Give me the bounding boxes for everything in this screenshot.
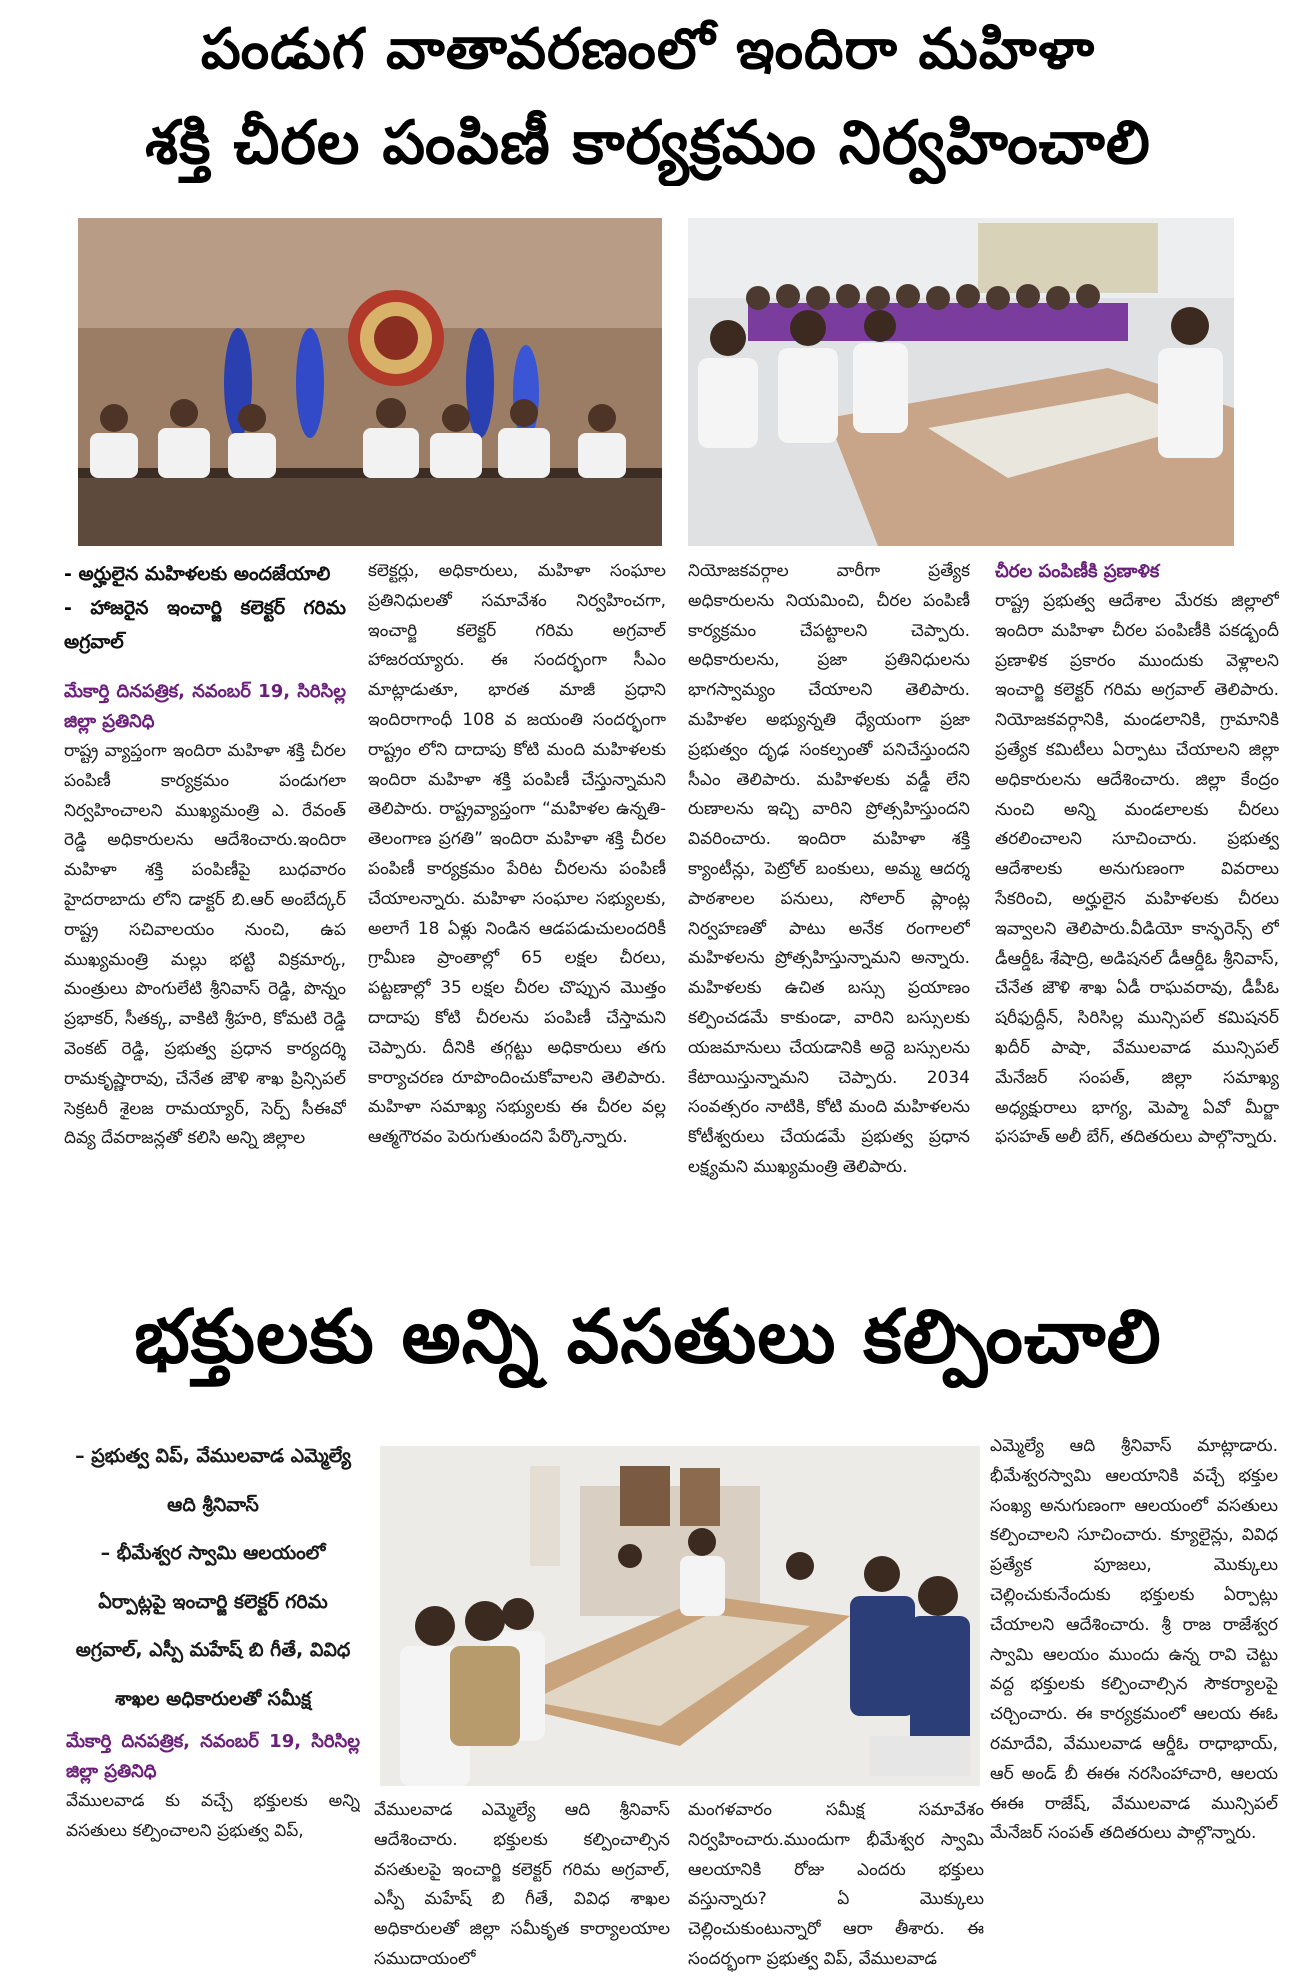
- story2-bullet-1: – ప్రభుత్వ విప్, వేములవాడ ఎమ్మెల్యే ఆది శ్రీనివాస్: [75, 1445, 351, 1516]
- story2-col3-text: మంగళవారం సమీక్ష సమావేశం నిర్వహించారు.ముందుగా భీమేశ్వర స్వామి ఆలయానికి రోజు ఎందరు భక్తులు వస్తున్నారు? ఏ మొక్కులు చెల్లించుకుంటున్నారో ఆరా తీశారు. ఈ సందర్భంగా ప్రభుత్వ విప్, వేములవాడ: [688, 1800, 984, 1969]
- story1-column-4: [995, 557, 1279, 1265]
- story1-column-2: [368, 557, 666, 1265]
- story1-photo-right: [688, 218, 1234, 546]
- story1-col4-text: రాష్ట్ర ప్రభుత్వ ఆదేశాల మేరకు జిల్లాలో ఇందిరా మహిళా చీరల పంపిణీకి పకడ్బందీ ప్రణాళిక ప్రకారం ముందుకు వెళ్లాలని ఇంచార్జి కలెక్టర్ గరిమ అగ్రవాల్ తెలిపారు. నియోజకవర్గానికి, మండలానికి, గ్రామానికి ప్రత్యేక కమిటీలు ఏర్పాటు చేయాలని జిల్లా అధికారులను ఆదేశించారు. జిల్లా కేంద్రం నుంచి అన్ని మండలాలకు చీరలు తరలించాలని సూచించారు. ప్రభుత్వ ఆదేశాలకు అనుగుణంగా వివరాలు సేకరించి, అర్హులైన మహిళలకు చీరలు ఇవ్వాలని తెలిపారు.వీడియో కాన్ఫరెన్స్ లో డీఆర్డీఓ శేషాద్రి, అడిషనల్ డీఆర్డీఓ శ్రీనివాస్, చేనేత జౌళి శాఖ ఏడీ రాఘవరావు, డీపీఓ షరీఫుద్దీన్, సిరిసిల్ల మున్సిపల్ కమిషనర్ ఖదీర్ పాషా, వేములవాడ మున్సిపల్ మేనేజర్ సంపత్, జిల్లా సమాఖ్య అధ్యక్షురాలు భాగ్య, మెప్మా ఏవో మీర్జా ఫసహత్ అలీ బేగ్, తదితరులు పాల్గొన్నారు.: [995, 591, 1279, 1148]
- story1-col3-text: నియోజకవర్గాల వారీగా ప్రత్యేక అధికారులను నియమించి, చీరల పంపిణీ కార్యక్రమం చేపట్టాలని చెప్పారు. అధికారులను, ప్రజా ప్రతినిధులను భాగస్వామ్యం చేయాలని తెలిపారు. మహిళల అభ్యున్నతి ధ్యేయంగా ప్రజా ప్రభుత్వం దృఢ సంకల్పంతో పనిచేస్తుందని సీఎం తెలిపారు. మహిళలకు వడ్డీ లేని రుణాలను ఇచ్చి వారిని ప్రోత్సహిస్తుందని వివరించారు. ఇందిరా మహిళా శక్తి క్యాంటీన్లు, పెట్రోల్ బంకులు, అమ్మ ఆదర్శ పాఠశాలల పనులు, సోలార్ ప్లాంట్ల నిర్వహణతో పాటు అనేక రంగాలలో మహిళలను ప్రోత్సహిస్తున్నామని అన్నారు. మహిళలకు ఉచిత బస్సు ప్రయాణం కల్పించడమే కాకుండా, వారిని బస్సులకు యజమానులు చేయడానికి అద్దె బస్సులను కేటాయిస్తున్నామని చెప్పారు. 2034 సంవత్సరం నాటికి, కోటి మంది మహిళలను కోటీశ్వరులు చేయడమే ప్రభుత్వ ప్రధాన లక్ష్యమని ముఖ్యమంత్రి తెలిపారు.: [688, 561, 970, 1177]
- story2-column-4: [990, 1432, 1278, 1977]
- story2-bullet-2: – భీమేశ్వర స్వామి ఆలయంలో ఏర్పాట్లపై ఇంచార్జి కలెక్టర్ గరిమ అగ్రవాల్, ఎస్పీ మహేష్ బి గీతే, వివిధ శాఖల అధికారులతో సమీక్ష: [75, 1542, 351, 1710]
- story1-column-1: [64, 557, 346, 1265]
- story2-col4-text: ఎమ్మెల్యే ఆది శ్రీనివాస్ మాట్లాడారు. భీమేశ్వరస్వామి ఆలయానికి వచ్చే భక్తుల సంఖ్య అనుగుణంగా ఆలయంలో వసతులు కల్పించాలని సూచించారు. క్యూలైన్లు, వివిధ ప్రత్యేక పూజలు, మొక్కులు చెల్లించుకునేందుకు భక్తులకు ఏర్పాట్లు చేయాలని ఆదేశించారు. శ్రీ రాజ రాజేశ్వర స్వామి ఆలయం ముందు ఉన్న రావి చెట్టు వద్ద భక్తులకు కల్పించాల్సిన సౌకర్యాలపై చర్చించారు. ఈ కార్యక్రమంలో ఆలయ ఈఓ రమాదేవి, వేములవాడ ఆర్డీఓ రాధాభాయ్, ఆర్ అండ్ బీ ఈఈ నరసింహాచారి, ఆలయ ఈఈ రాజేష్, వేములవాడ మున్సిపల్ మేనేజర్ సంపత్ తదితరులు పాల్గొన్నారు.: [990, 1436, 1278, 1844]
- story1-col2-text: కలెక్టర్లు, అధికారులు, మహిళా సంఘాల ప్రతినిధులతో సమావేశం నిర్వహించగా, ఇంచార్జి కలెక్టర్ గరిమ అగ్రవాల్ హాజరయ్యారు. ఈ సందర్భంగా సీఎం మాట్లాడుతూ, భారత మాజీ ప్రధాని ఇందిరాగాంధీ 108 వ జయంతి సందర్భంగా రాష్ట్రం లోని దాదాపు కోటి మంది మహిళలకు ఇందిరా మహిళా శక్తి పంపిణీ చేస్తున్నామని తెలిపారు. రాష్ట్రవ్యాప్తంగా “మహిళల ఉన్నతి-తెలంగాణ ప్రగతి” ఇందిరా మహిళా శక్తి చీరల పంపిణీ కార్యక్రమం పేరిట చీరలను పంపిణీ చేయాలన్నారు. మహిళా సంఘాల సభ్యులకు, అలాగే 18 ఏళ్లు నిండిన ఆడపడుచులందరికీ గ్రామీణ ప్రాంతాల్లో 65 లక్షల చీరలు, పట్టణాల్లో 35 లక్షల చీరల చొప్పున మొత్తం దాదాపు కోటి చీరలను పంపిణీ చేస్తామని చెప్పారు. దీనికి తగ్గట్టు అధికారులు తగు కార్యాచరణ రూపొందించుకోవాలని తెలిపారు. మహిళా సమాఖ్య సభ్యులకు ఈ చీరల వల్ల ఆత్మగౌరవం పెరుగుతుందని పేర్కొన్నారు.: [368, 561, 666, 1148]
- story1-headline-line1: పండుగ వాతావరణంలో ఇందిరా మహిళా: [200, 17, 1096, 82]
- story1-photo-left: [78, 218, 662, 546]
- story2-column-3: [688, 1796, 984, 1976]
- story2-headline: భక్తులకు అన్ని వసతులు కల్పించాలి: [134, 1294, 1162, 1380]
- story1-col4-subhead: చీరల పంపిణీకి ప్రణాళిక: [995, 561, 1160, 582]
- story1-bullet-2: - హాజరైన ఇంచార్జి కలెక్టర్ గరిమ అగ్రవాల్: [64, 597, 346, 653]
- story1-dateline: మేకార్తి దినపత్రిక, నవంబర్ 19, సిరిసిల్ల జిల్లా ప్రతినిధి: [64, 681, 346, 732]
- story2-dateline: మేకార్తి దినపత్రిక, నవంబర్ 19, సిరిసిల్ల జిల్లా ప్రతినిధి: [66, 1731, 360, 1782]
- story2-col2-text: వేములవాడ ఎమ్మెల్యే ఆది శ్రీనివాస్ ఆదేశించారు. భక్తులకు కల్పించాల్సిన వసతులపై ఇంచార్జి కలెక్టర్ గరిమ అగ్రవాల్, ఎస్పీ మహేష్ బి గీతే, వివిధ శాఖల అధికారులతో జిల్లా సమీకృత కార్యాలయాల సముదాయంలో: [374, 1800, 670, 1969]
- story1-column-3: [688, 557, 970, 1265]
- story1-bullet-1: - అర్హులైన మహిళలకు అందజేయాలి: [64, 563, 331, 585]
- story2-photo: [380, 1446, 980, 1786]
- story2-col1-text: వేములవాడ కు వచ్చే భక్తులకు అన్ని వసతులు కల్పించాలని ప్రభుత్వ విప్,: [66, 1791, 360, 1841]
- story2-column-1: [66, 1432, 360, 1977]
- story1-col1-text: రాష్ట్ర వ్యాప్తంగా ఇందిరా మహిళా శక్తి చీరల పంపిణీ కార్యక్రమం పండుగలా నిర్వహించాలని ముఖ్యమంత్రి ఎ. రేవంత్ రెడ్డి అధికారులను ఆదేశించారు.ఇందిరా మహిళా శక్తి పంపిణీపై బుధవారం హైదరాబాదు లోని డాక్టర్ బి.ఆర్ అంబేద్కర్ రాష్ట్ర సచివాలయం నుంచి, ఉప ముఖ్యమంత్రి మల్లు భట్టి విక్రమార్క, మంత్రులు పొంగులేటి శ్రీనివాస్ రెడ్డి, పొన్నం ప్రభాకర్, సీతక్క, వాకిటి శ్రీహరి, కోమటి రెడ్డి వెంకట్ రెడ్డి, ప్రభుత్వ ప్రధాన కార్యదర్శి రామకృష్ణారావు, చేనేత జౌళి శాఖ ప్రిన్సిపల్ సెక్రటరీ శైలజ రామయ్యార్, సెర్ప్ సీఈవో దివ్య దేవరాజన్లతో కలిసి అన్ని జిల్లాల: [64, 741, 346, 1149]
- story1-headline-line2: శక్తి చీరల పంపిణీ కార్యక్రమం నిర్వహించాలి: [145, 108, 1151, 178]
- story2-column-2: [374, 1796, 670, 1976]
